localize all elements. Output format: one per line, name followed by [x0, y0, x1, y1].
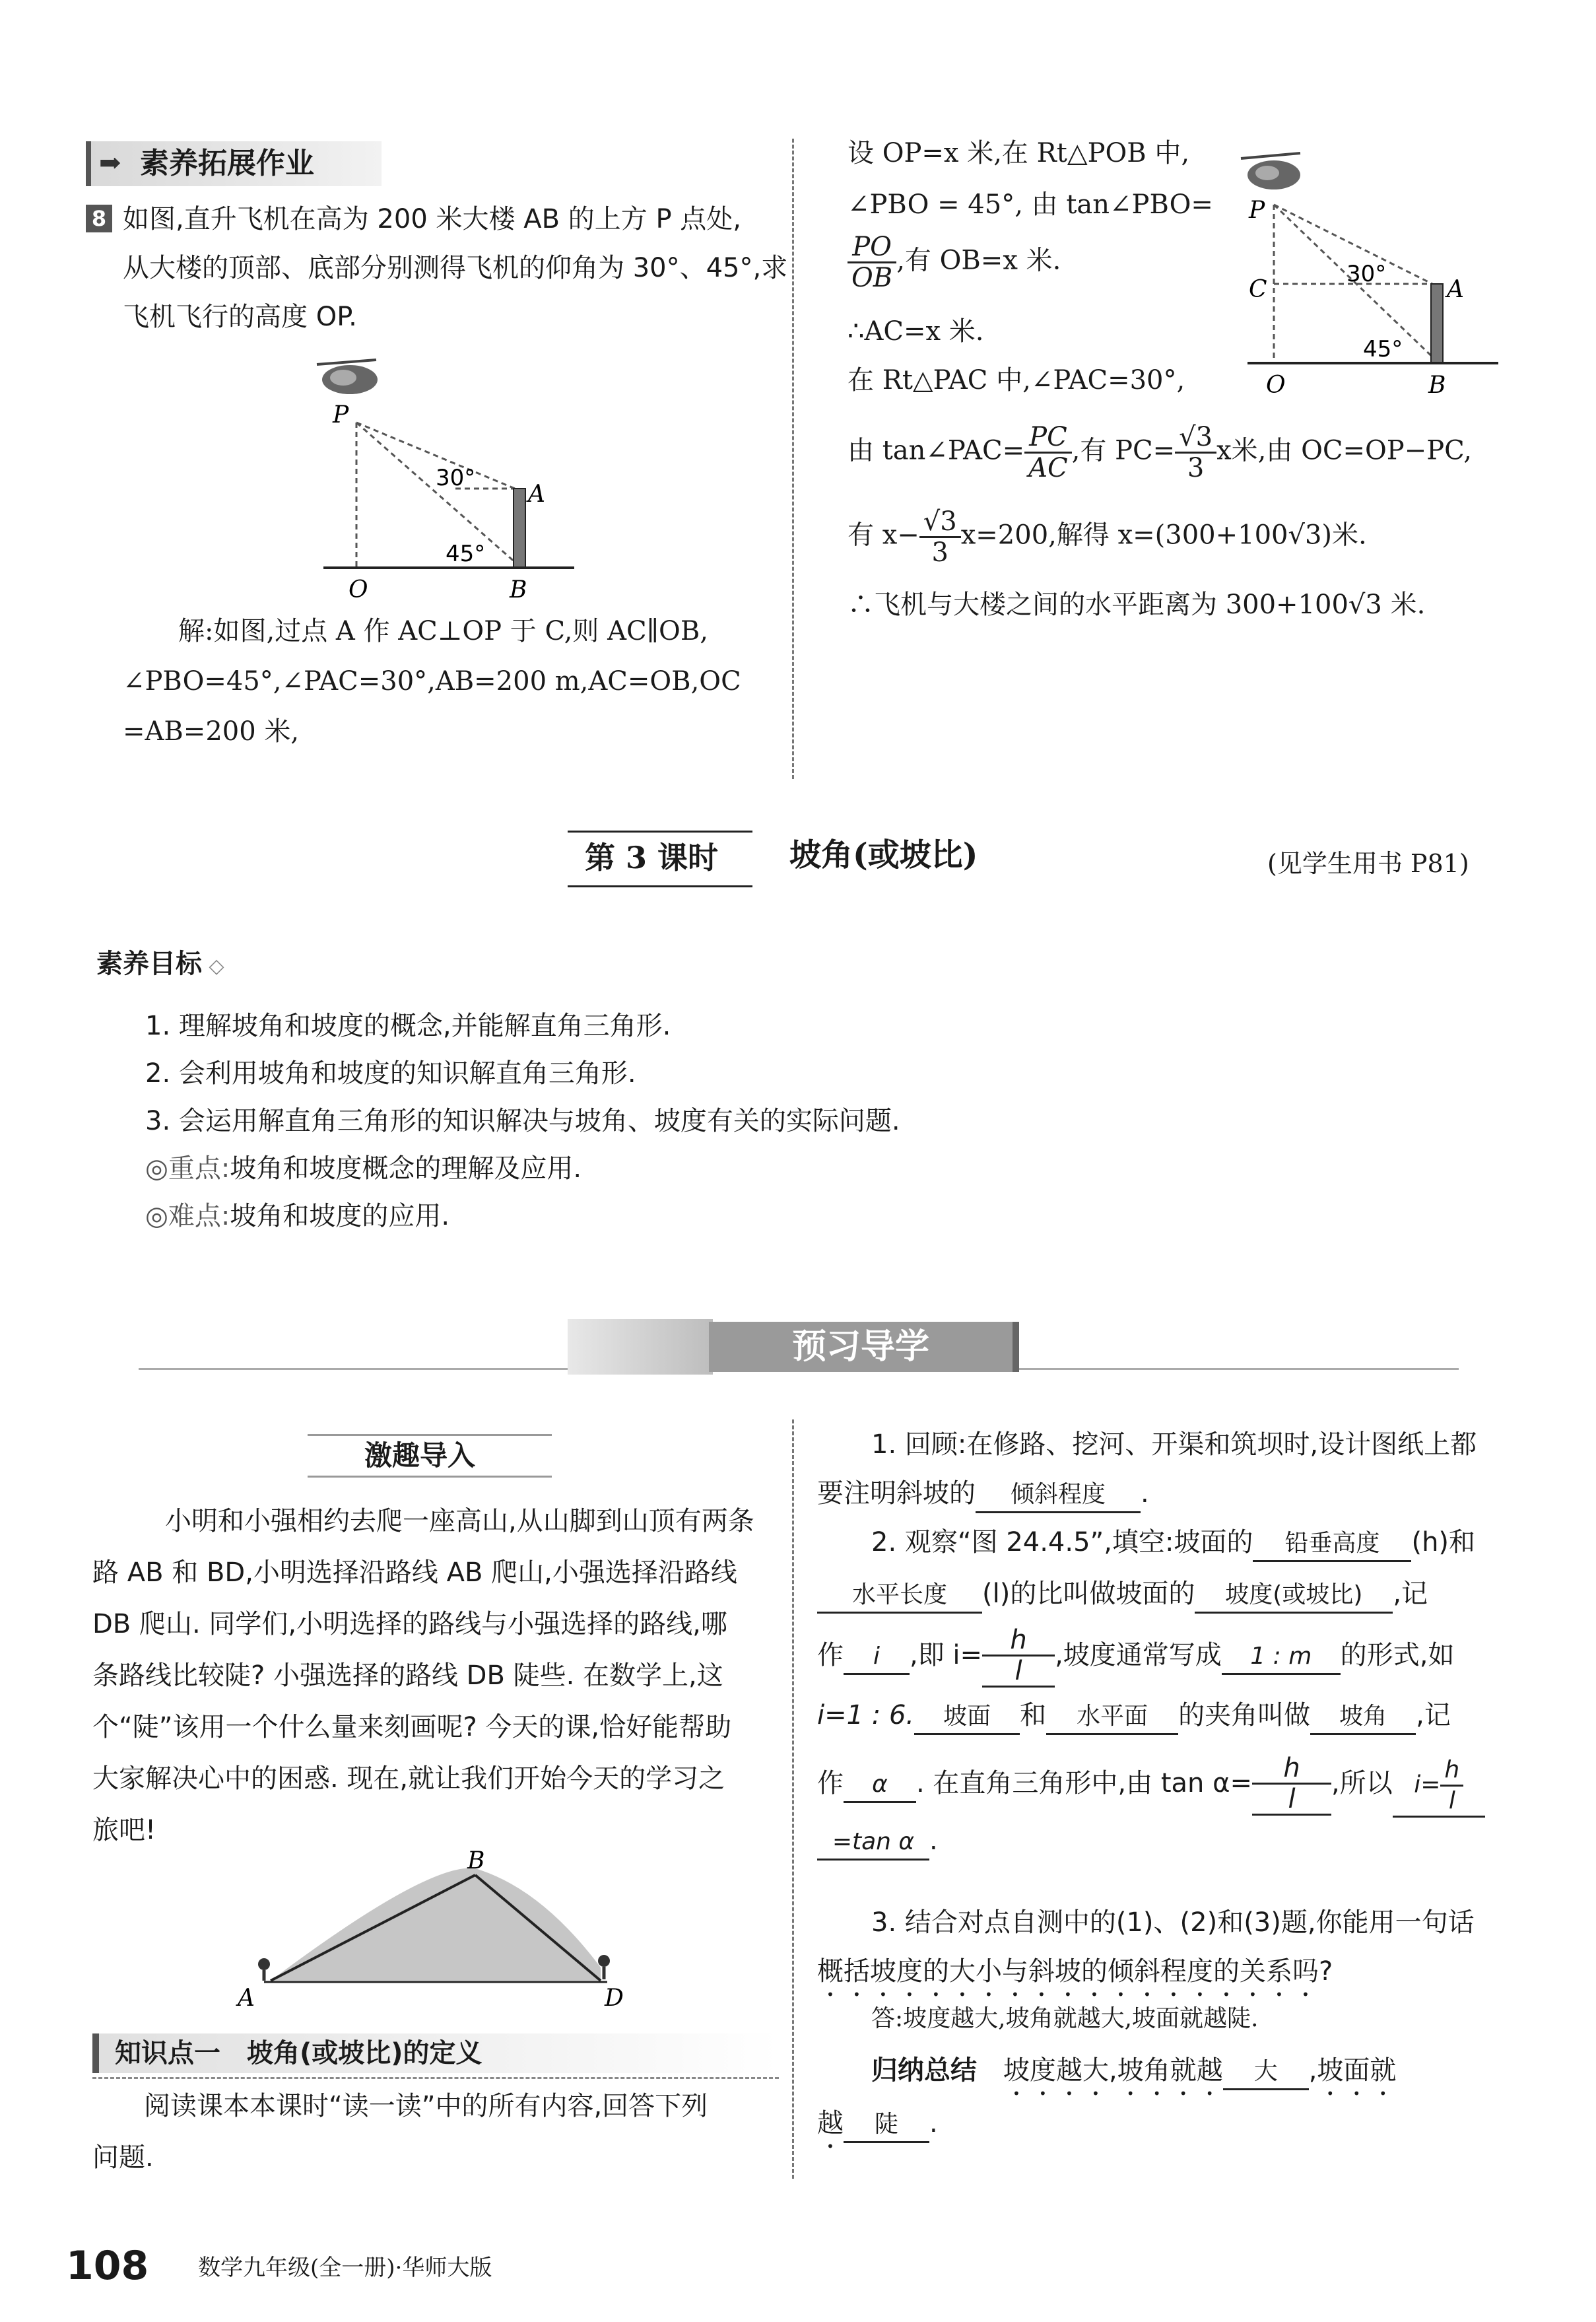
summary-line-1: 归纳总结 坡度越大,坡角就越 大 ,坡面就	[871, 2047, 1396, 2101]
fig2-label-c: C	[1249, 276, 1267, 303]
fig1-label-o: O	[349, 576, 368, 601]
intro-heading-box	[308, 1434, 552, 1478]
summary-label: 归纳总结	[871, 2055, 977, 2086]
helicopter-figure-1	[310, 350, 587, 601]
problem-line-2: 从大楼的顶部、底部分别测得飞机的仰角为 30°、45°,求	[123, 253, 788, 283]
preview-banner-shade	[568, 1319, 713, 1375]
summary-line-2: 越 陡 .	[817, 2100, 938, 2154]
right-line-8: ∴飞机与大楼之间的水平距离为 300+100√3 米.	[848, 590, 1426, 620]
problem-number: 8	[86, 205, 112, 232]
solution-line-2: ∠PBO=45°,∠PAC=30°,AB=200 m,AC=OB,OC	[123, 666, 741, 697]
right-line-4: ∴AC=x 米.	[848, 316, 984, 347]
problem-line-3: 飞机飞行的高度 OP.	[123, 302, 357, 332]
column-divider-bottom	[792, 1419, 794, 2179]
fraction-sqrt3-3-b: $\frac{√3}{3}$	[919, 507, 961, 567]
q2-fraction-tan: $\frac{h}{l}$	[1252, 1754, 1331, 1816]
knowledge-heading: 知识点一 坡角(或坡比)的定义	[115, 2038, 482, 2068]
fig1-label-b: B	[510, 576, 527, 601]
column-divider-top	[792, 139, 794, 779]
fig2-label-a: A	[1447, 276, 1464, 303]
q2-answer-8: 坡角	[1310, 1700, 1416, 1735]
intro-line-3: DB 爬山. 同学们,小明选择的路线与小强选择的路线,哪	[92, 1609, 727, 1639]
lesson-reference: (见学生用书 P81)	[1267, 849, 1469, 878]
fig2-angle-45: 45°	[1363, 336, 1403, 362]
goals-heading: 素养目标 ◇	[96, 949, 224, 979]
mountain-figure	[231, 1849, 653, 2007]
right-line-2: ∠PBO = 45°, 由 tan∠PBO=	[848, 189, 1213, 220]
fig1-angle-45: 45°	[446, 541, 486, 567]
knowledge-line-1: 阅读课本本课时“读一读”中的所有内容,回答下列	[144, 2091, 708, 2121]
lesson-title: 坡角(或坡比)	[789, 837, 978, 873]
solution-line-3: =AB=200 米,	[123, 716, 300, 747]
q2-line-2: 水平长度 (l)的比叫做坡面的 坡度(或坡比) ,记	[817, 1570, 1428, 1618]
fig2-label-o: O	[1266, 372, 1286, 396]
q2-line-5: 作 α . 在直角三角形中,由 tan α= $\frac{h}{l}$ ,所以 i= $\frac{h}{l}$	[817, 1754, 1485, 1818]
goal-1: 1. 理解坡角和坡度的概念,并能解直角三角形.	[145, 1011, 671, 1041]
right-line-6: 由 tan∠PAC= $\frac{PC}{AC}$ ,有 PC= $\frac{√3}{3}$ x米,由 OC=OP−PC,	[848, 422, 1473, 483]
q2-line-6: =tan α .	[817, 1817, 938, 1864]
q2-answer-1: 铅垂高度	[1253, 1527, 1411, 1562]
badge-arrow-icon: ➡	[99, 148, 121, 178]
fig1-label-p: P	[333, 401, 349, 428]
q2-answer-10: i= $\frac{h}{l}$	[1393, 1756, 1485, 1818]
intro-line-2: 路 AB 和 BD,小明选择沿路线 AB 爬山,小强选择沿路线	[92, 1557, 737, 1588]
mountain-label-d: D	[605, 1985, 624, 2007]
fig2-angle-30: 30°	[1347, 261, 1387, 287]
page-number: 108	[66, 2243, 149, 2289]
fig1-angle-30: 30°	[436, 465, 476, 491]
lesson-number: 第 3 课时	[585, 840, 719, 875]
q1-line-2: 要注明斜坡的 倾斜程度 .	[817, 1470, 1149, 1517]
q3-line-2: 概括坡度的大小与斜坡的倾斜程度的关系吗?	[817, 1956, 1333, 1987]
helicopter-figure-2	[1234, 139, 1512, 396]
summary-answer-1: 大	[1223, 2055, 1309, 2090]
summary-answer-2: 陡	[844, 2108, 929, 2143]
q3-line-1: 3. 结合对点自测中的(1)、(2)和(3)题,你能用一句话	[871, 1907, 1475, 1938]
right-line-1: 设 OP=x 米,在 Rt△POB 中,	[848, 138, 1190, 168]
goal-2: 2. 会利用坡角和坡度的知识解直角三角形.	[145, 1058, 636, 1089]
preview-banner: 预习导学	[709, 1322, 1019, 1372]
q2-line-3: 作 i ,即 i= $\frac{h}{l}$ ,坡度通常写成 1 : m 的形式,如	[817, 1625, 1455, 1686]
q2-answer-5: 1 : m	[1222, 1640, 1341, 1675]
q2-answer-11: =tan α	[817, 1826, 929, 1861]
q2-answer-6: 坡面	[914, 1700, 1020, 1735]
intro-heading: 激趣导入	[364, 1439, 476, 1472]
solution-line-1: 解:如图,过点 A 作 AC⊥OP 于 C,则 AC∥OB,	[178, 616, 708, 646]
q2-line-1: 2. 观察“图 24.4.5”,填空:坡面的 铅垂高度 (h)和	[871, 1519, 1475, 1566]
q2-answer-3: 坡度(或坡比)	[1195, 1579, 1393, 1614]
fig1-label-a: A	[528, 481, 545, 508]
goal-hard: ◎难点:坡角和坡度的应用.	[145, 1201, 450, 1231]
q2-answer-7: 水平面	[1046, 1700, 1178, 1735]
intro-line-6: 大家解决心中的困惑. 现在,就让我们开始今天的学习之	[92, 1763, 725, 1794]
mountain-label-a: A	[238, 1985, 255, 2007]
q2-answer-4: i	[844, 1640, 910, 1675]
fraction-sqrt3-3: $\frac{√3}{3}$	[1175, 423, 1216, 483]
fraction-pc-ac: $\frac{PC}{AC}$	[1024, 423, 1072, 483]
q3-answer: 答:坡度越大,坡角就越大,坡面就越陡.	[871, 2005, 1259, 2032]
q2-line-4: i=1 : 6. 坡面 和 水平面 的夹角叫做 坡角 ,记	[817, 1691, 1451, 1739]
q2-answer-2: 水平长度	[817, 1579, 982, 1614]
knowledge-heading-bar	[92, 2033, 779, 2073]
right-line-3: $\frac{PO}{OB}$ ,有 OB=x 米.	[848, 232, 1061, 292]
intro-line-7: 旅吧!	[92, 1815, 156, 1845]
q2-answer-9: α	[844, 1768, 916, 1803]
knowledge-divider	[92, 2077, 779, 2079]
mountain-label-b: B	[467, 1849, 485, 1874]
intro-line-1: 小明和小强相约去爬一座高山,从山脚到山顶有两条	[165, 1506, 754, 1536]
q1-answer: 倾斜程度	[976, 1478, 1141, 1513]
section-badge	[86, 141, 382, 186]
diamond-icon: ◇	[202, 955, 224, 978]
fig2-label-p: P	[1249, 197, 1265, 224]
intro-line-5: 个“陡”该用一个什么量来刻画呢? 今天的课,恰好能帮助	[92, 1712, 732, 1742]
right-line-5: 在 Rt△PAC 中,∠PAC=30°,	[848, 365, 1185, 395]
right-line-7: 有 x− $\frac{√3}{3}$ x=200,解得 x=(300+100√3)米.	[848, 506, 1367, 568]
problem-line-1: 如图,直升飞机在高为 200 米大楼 AB 的上方 P 点处,	[123, 204, 741, 234]
knowledge-line-2: 问题.	[92, 2142, 154, 2173]
fraction-po-ob: $\frac{PO}{OB}$	[848, 232, 896, 292]
section-badge-title: 素养拓展作业	[140, 147, 314, 180]
q1-line-1: 1. 回顾:在修路、挖河、开渠和筑坝时,设计图纸上都	[871, 1429, 1477, 1460]
intro-line-4: 条路线比较陡? 小强选择的路线 DB 陡些. 在数学上,这	[92, 1660, 723, 1691]
book-title: 数学九年级(全一册)·华师大版	[198, 2255, 492, 2281]
q2-fraction-h-l: $\frac{h}{l}$	[982, 1625, 1055, 1688]
goal-3: 3. 会运用解直角三角形的知识解决与坡角、坡度有关的实际问题.	[145, 1106, 900, 1136]
fig2-label-b: B	[1428, 372, 1446, 396]
lesson-title-box	[568, 831, 752, 887]
goal-key: ◎重点:坡角和坡度概念的理解及应用.	[145, 1153, 582, 1184]
